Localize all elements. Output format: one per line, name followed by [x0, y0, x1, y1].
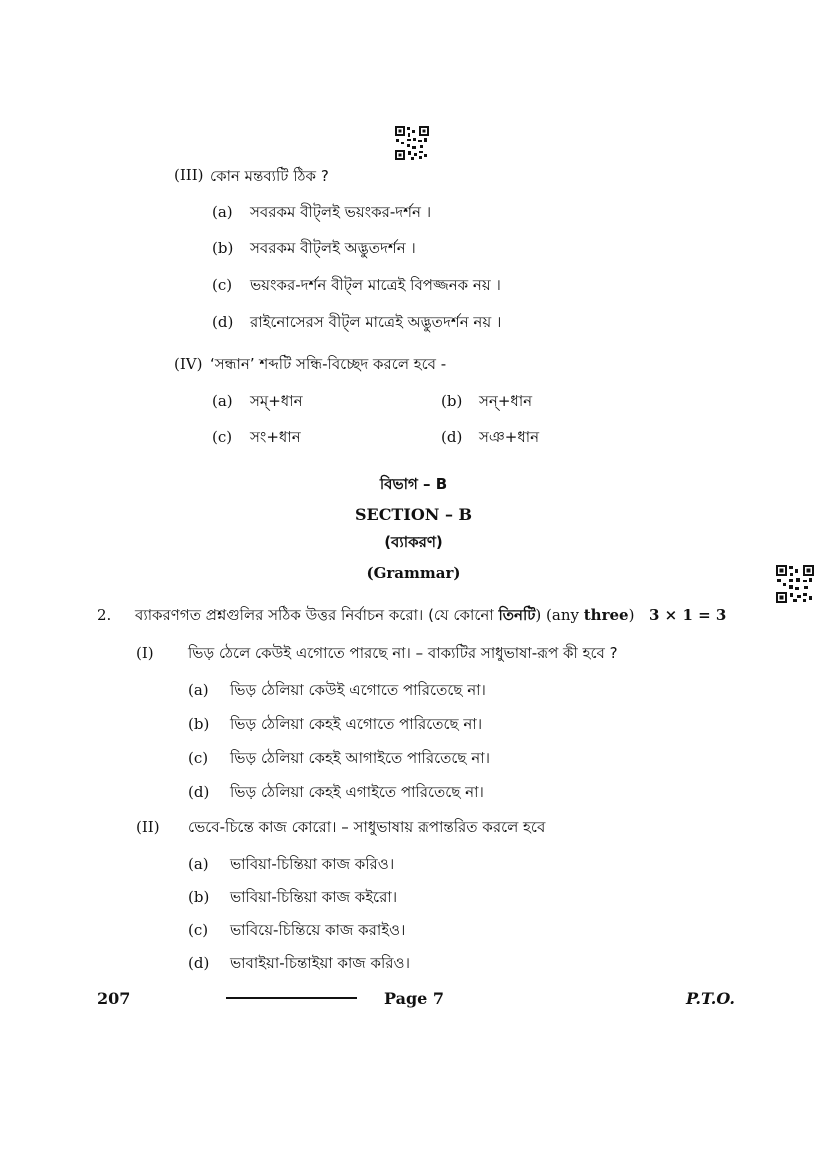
- footer-divider: [226, 997, 357, 999]
- q4-option-a-text: সম্‌+ধান: [250, 392, 303, 410]
- sub2-option-a-text: ভাবিয়া-চিন্তিয়া কাজ করিও।: [230, 855, 395, 873]
- q4-option-b-text: সন্‌+ধান: [479, 392, 533, 410]
- sub2-option-b-key: (b): [188, 888, 210, 906]
- sub2-option-d-key: (d): [188, 954, 210, 972]
- sub-question-ii-label: (II): [136, 818, 160, 836]
- section-subheading-bn: (ব্যাকরণ): [384, 533, 443, 551]
- section-subheading-en: (Grammar): [366, 564, 461, 582]
- q3-option-b-key: (b): [212, 239, 234, 257]
- instruction-any: ) (any: [535, 606, 584, 624]
- question-2-marks: 3 × 1 = 3: [649, 606, 727, 624]
- sub2-option-b-text: ভাবিয়া-চিন্তিয়া কাজ কইরো।: [230, 888, 398, 906]
- instruction-three: three: [583, 606, 629, 624]
- sub1-option-a-key: (a): [188, 681, 209, 699]
- sub2-option-c-text: ভাবিয়ে-চিন্তিয়ে কাজ করাইও।: [230, 921, 406, 939]
- sub1-option-c-key: (c): [188, 749, 209, 767]
- question-iii-label: (III): [174, 166, 204, 184]
- sub2-option-d-text: ভাবাইয়া-চিন্তাইয়া কাজ করিও।: [230, 954, 410, 972]
- sub2-option-c-key: (c): [188, 921, 209, 939]
- please-turn-over: P.T.O.: [686, 989, 735, 1008]
- question-iii-text: কোন মন্তব্যটি ঠিক ?: [210, 167, 329, 185]
- sub-question-i-label: (I): [136, 644, 154, 662]
- instruction-bold: তিনটি: [498, 606, 536, 624]
- instruction-text: ব্যাকরণগত প্রশ্নগুলির সঠিক উত্তর নির্বাচন করো। (যে কোনো: [135, 606, 499, 624]
- q3-option-d-key: (d): [212, 313, 234, 331]
- sub1-option-a-text: ভিড় ঠেলিয়া কেউই এগোতে পারিতেছে না।: [230, 681, 486, 699]
- sub2-option-a-key: (a): [188, 855, 209, 873]
- q4-option-a-key: (a): [212, 392, 233, 410]
- qr-code-top: [395, 126, 429, 160]
- q3-option-d-text: রাইনোসেরস বীট্‌ল মাত্রেই অদ্ভুতদর্শন নয় ।: [250, 313, 502, 331]
- q4-option-d-key: (d): [441, 428, 463, 446]
- paper-code: 207: [97, 989, 131, 1008]
- sub1-option-d-key: (d): [188, 783, 210, 801]
- q3-option-c-text: ভয়ংকর-দর্শন বীট্‌ল মাত্রেই বিপজ্জনক নয় ।: [250, 276, 501, 294]
- q4-option-d-text: সঞ+ধান: [479, 428, 540, 446]
- sub1-option-b-text: ভিড় ঠেলিয়া কেহই এগোতে পারিতেছে না।: [230, 715, 483, 733]
- question-2-instruction: [135, 604, 634, 629]
- sub1-option-d-text: ভিড় ঠেলিয়া কেহই এগাইতে পারিতেছে না।: [230, 783, 484, 801]
- instruction-close: ): [628, 606, 635, 624]
- q3-option-b-text: সবরকম বীট্‌লই অদ্ভুতদর্শন ।: [250, 239, 416, 257]
- q4-option-c-text: সং+ধান: [250, 428, 301, 446]
- q3-option-a-key: (a): [212, 203, 233, 221]
- sub1-option-c-text: ভিড় ঠেলিয়া কেহই আগাইতে পারিতেছে না।: [230, 749, 490, 767]
- sub-question-i-text: ভিড় ঠেলে কেউই এগোতে পারছে না। – বাক্যটির সাধুভাষা-রূপ কী হবে ?: [188, 644, 618, 662]
- section-heading-en: SECTION – B: [354, 505, 473, 524]
- question-2-number: 2.: [97, 606, 112, 624]
- question-iv-text: ‘সন্ধান’ শব্দটি সন্ধি-বিচ্ছেদ করলে হবে -: [210, 355, 447, 373]
- question-iv-label: (IV): [174, 355, 203, 373]
- q3-option-c-key: (c): [212, 276, 233, 294]
- q3-option-a-text: সবরকম বীট্‌লই ভয়ংকর-দর্শন ।: [250, 203, 432, 221]
- page-number: Page 7: [384, 989, 445, 1008]
- q4-option-b-key: (b): [441, 392, 463, 410]
- sub-question-ii-text: ভেবে-চিন্তে কাজ কোরো। – সাধুভাষায় রূপান্তরিত করলে হবে: [188, 818, 546, 836]
- q4-option-c-key: (c): [212, 428, 233, 446]
- sub1-option-b-key: (b): [188, 715, 210, 733]
- section-heading-bn: বিভাগ – B: [379, 475, 448, 493]
